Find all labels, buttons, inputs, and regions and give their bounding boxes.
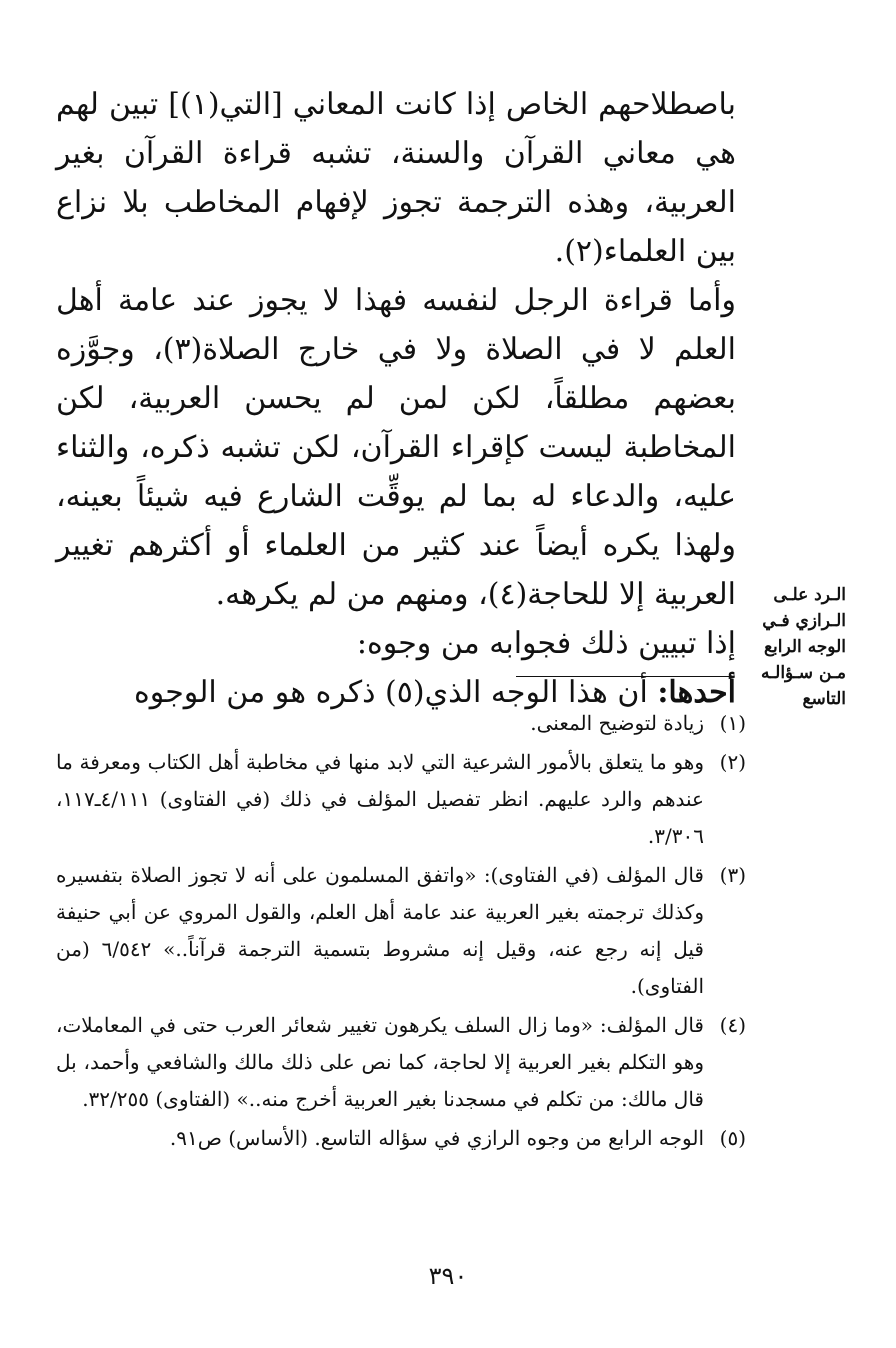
paragraph-2: وأما قراءة الرجل لنفسه فهذا لا يجوز عند عامة أهل العلم لا في الصلاة ولا في خارج الصلاة(٣)، وجوَّزه بعضهم مطلقاً، لكن لمن لم يحسن العربية، لكن المخاطبة ليست كإقراء القرآن، لكن تشبه ذكره، والثناء عليه، والدعاء له بما لم يوقِّت الشارع فيه شيئاً بعينه، ولهذا يكره أيضاً عند كثير من العلماء أو أكثرهم تغيير العربية إلا للحاجة(٤)، ومنهم من لم يكرهه. [56, 283, 736, 612]
main-text [56, 80, 736, 717]
footnote-text: قال المؤلف: «وما زال السلف يكرهون تغيير شعائر العرب حتى في المعاملات، وهو التكلم بغير العربية إلا لحاجة، كما نص على ذلك مالك والشافعي وأحمد، بل قال مالك: من تكلم في مسجدنا بغير العربية أخرج منه..» (الفتاوى) ٣٢/٢٥٥. [56, 1013, 704, 1111]
footnotes [56, 705, 746, 1159]
footnote-2 [56, 744, 746, 855]
footnote-number: (٥) [719, 1126, 746, 1150]
footnote-text: الوجه الرابع من وجوه الرازي في سؤاله التاسع. (الأساس) ص٩١. [169, 1126, 704, 1150]
paragraph-4-lead: أحدها: [657, 675, 736, 710]
footnote-text: قال المؤلف (في الفتاوى): «واتفق المسلمون على أنه لا تجوز الصلاة بتفسيره وكذلك ترجمته بغير العربية عند عامة أهل العلم، والقول المروي عن أبي حنيفة قيل إنه رجع عنه، وقيل إنه مشروط بتسمية الترجمة قرآناً..» ٦/٥٤٢ (من الفتاوى). [56, 863, 704, 998]
footnote-number: (٤) [719, 1013, 746, 1037]
paragraph-3: إذا تبيين ذلك فجوابه من وجوه: [356, 626, 736, 661]
footnote-number: (٣) [719, 863, 746, 887]
paragraph-1: باصطلاحهم الخاص إذا كانت المعاني [التي(١)] تبين لهم هي معاني القرآن والسنة، تشبه قراءة القرآن بغير العربية، وهذه الترجمة تجوز لإفهام المخاطب بلا نزاع بين العلماء(٢). [56, 87, 736, 269]
footnote-4 [56, 1007, 746, 1118]
footnote-separator [516, 676, 734, 677]
footnote-3 [56, 857, 746, 1005]
page-number: ٣٩٠ [428, 1262, 468, 1290]
footnote-text: وهو ما يتعلق بالأمور الشرعية التي لابد منها في مخاطبة أهل الكتاب ومعرفة ما عندهم والرد عليهم. انظر تفصيل المؤلف في ذلك (في الفتاوى) ٤/١١١ـ١١٧، ٣/٣٠٦. [56, 750, 704, 848]
footnote-number: (٢) [719, 750, 746, 774]
margin-note: الـرد علـى الـرازي فـي الوجه الرابع مـن سـؤالـه التاسع [761, 585, 846, 709]
paragraph-4-rest: أن هذا الوجه الذي(٥) ذكره هو من الوجوه [134, 675, 648, 710]
footnote-number: (١) [719, 711, 746, 735]
footnote-5 [56, 1120, 746, 1157]
footnote-1 [56, 705, 746, 742]
footnote-text: زيادة لتوضيح المعنى. [530, 711, 704, 735]
